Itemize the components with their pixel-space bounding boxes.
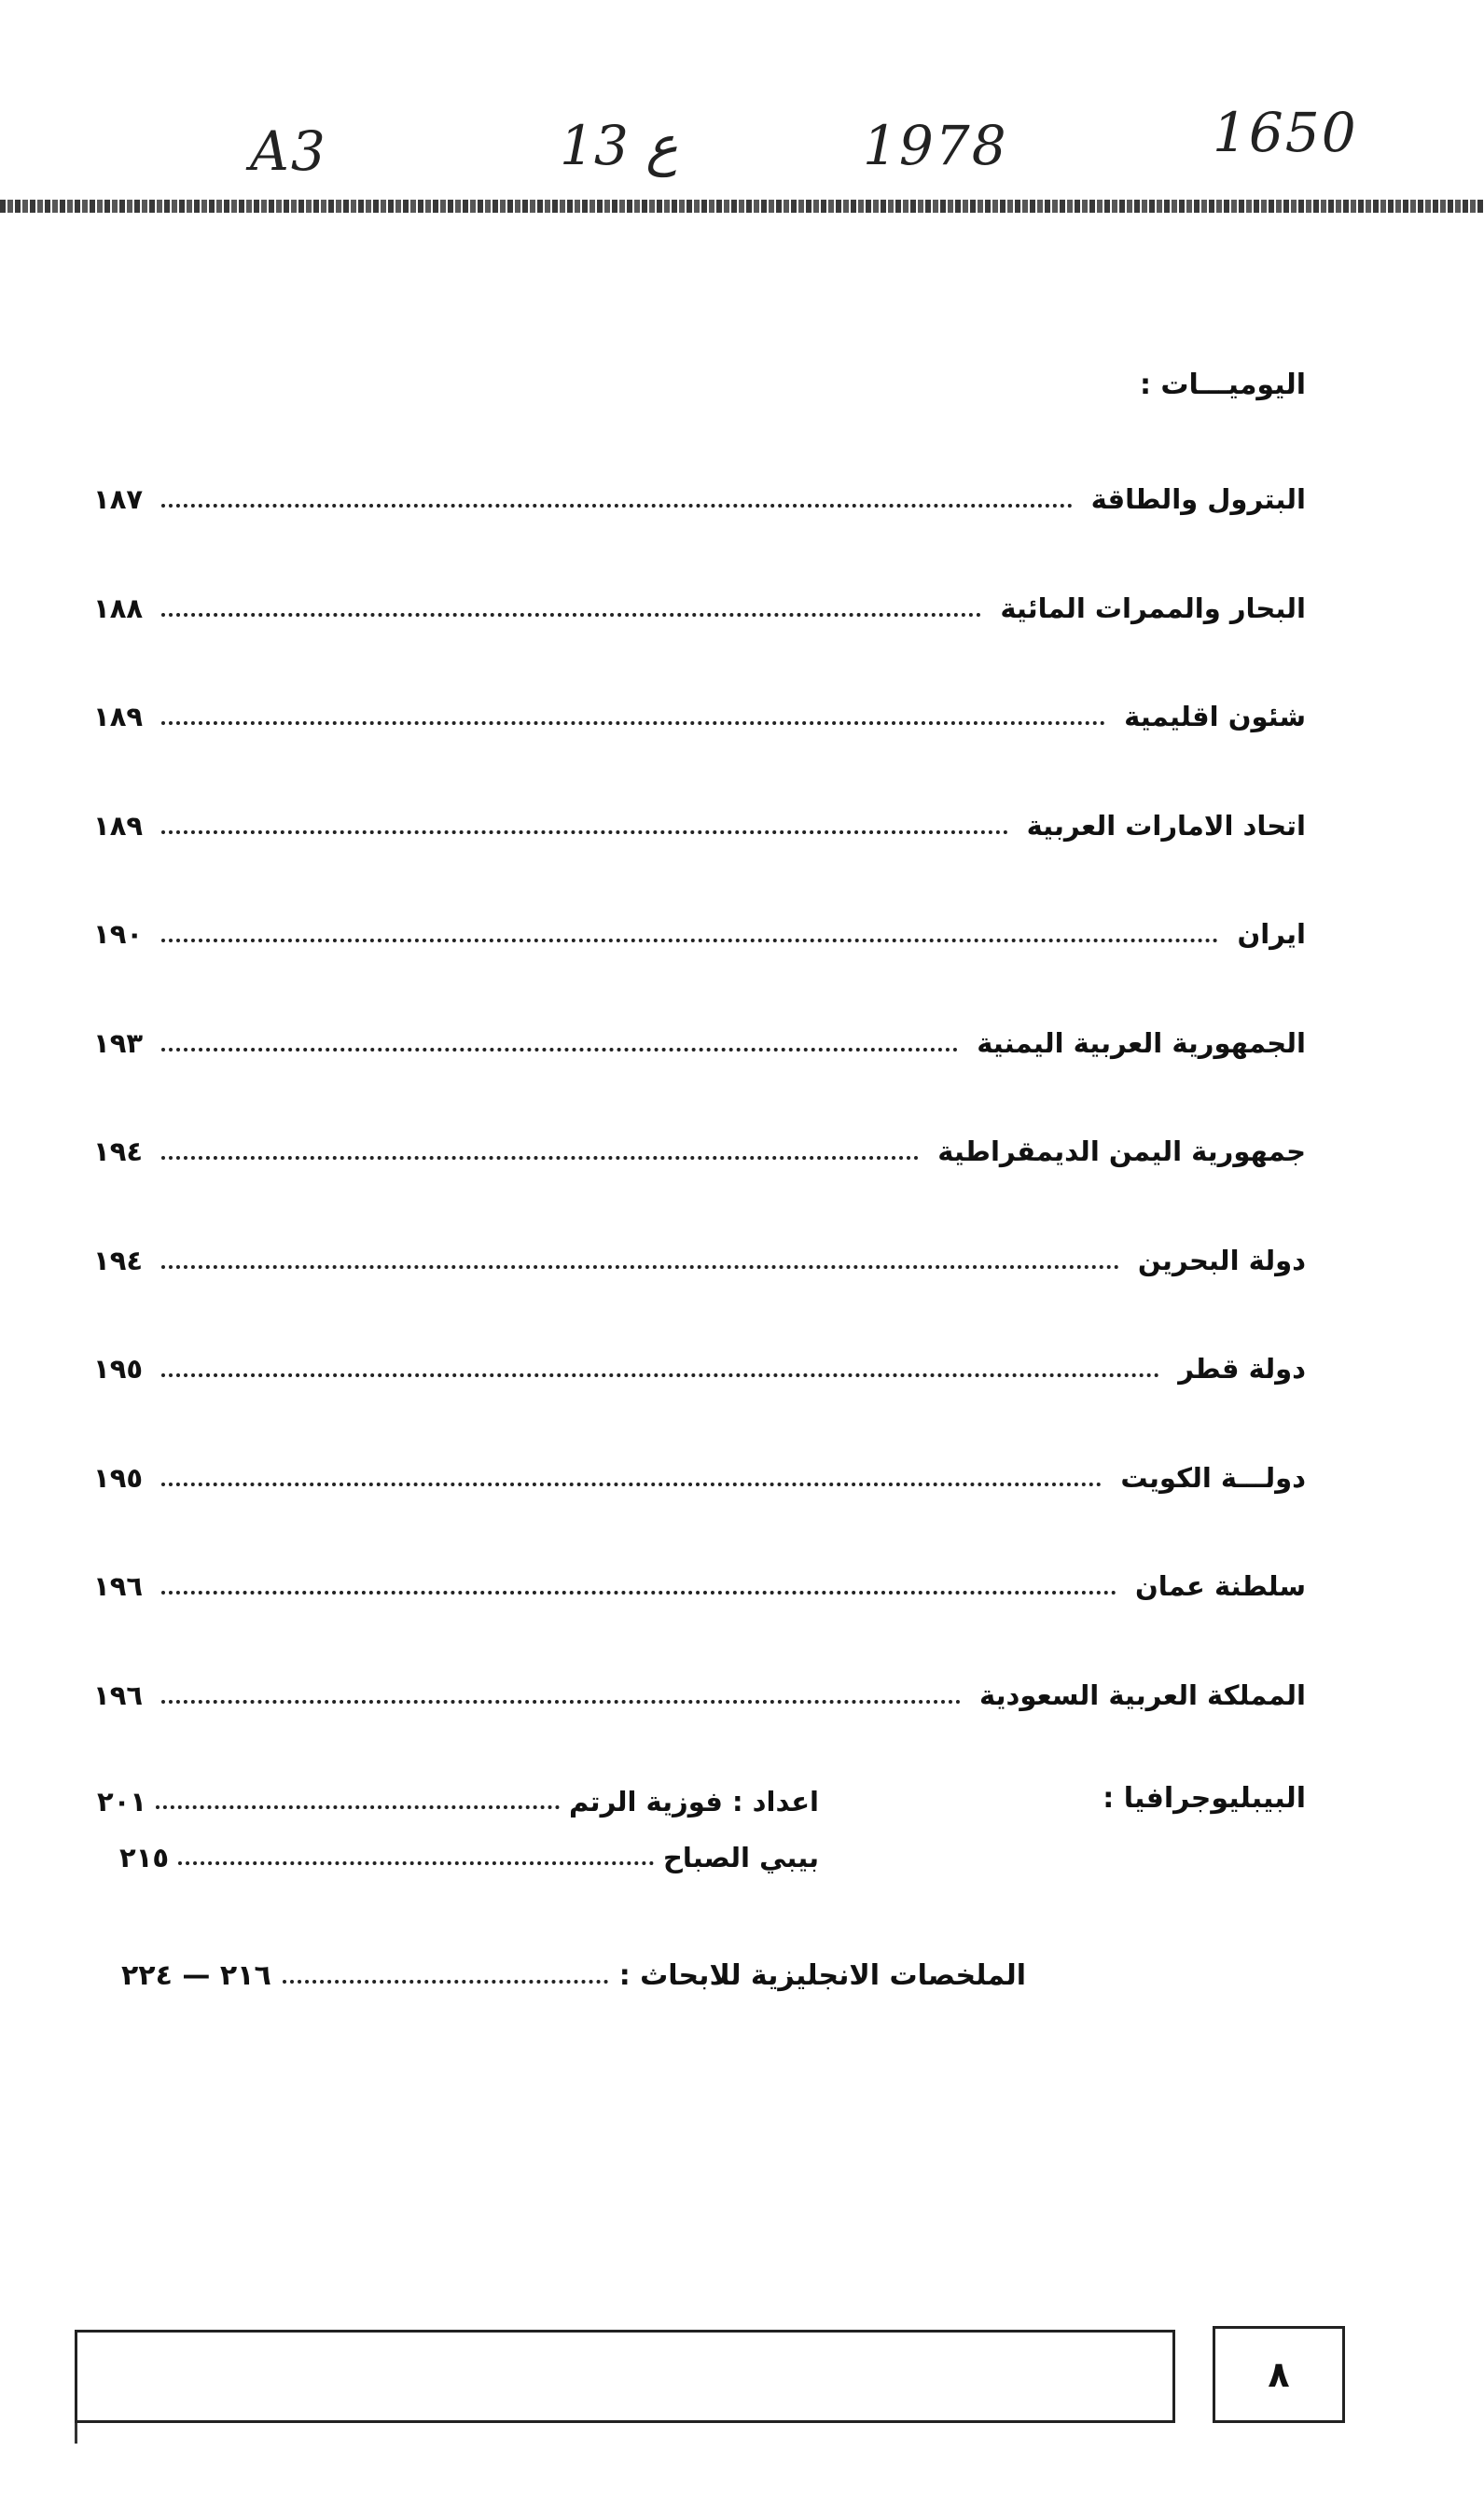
toc-row	[93, 1315, 1306, 1424]
page-number-box	[1213, 2326, 1345, 2423]
dot-leader	[161, 937, 1218, 942]
dot-leader	[178, 1861, 654, 1865]
handwritten-mark-4: 1650	[1213, 101, 1358, 164]
toc-row-title: شئون اقليمية	[1124, 701, 1306, 733]
dot-leader	[161, 1698, 961, 1704]
toc-row-title: دولة البحرين	[1137, 1244, 1306, 1276]
toc-row	[93, 772, 1306, 881]
toc-row	[93, 554, 1306, 663]
toc-row	[93, 1532, 1306, 1641]
toc-row	[93, 1641, 1306, 1750]
toc-row-title: سلطنة عمان	[1134, 1570, 1306, 1603]
toc-row	[93, 880, 1306, 989]
toc-row-page: ١٩٥	[93, 1461, 144, 1494]
dot-leader	[161, 502, 1072, 508]
dot-leader	[161, 1372, 1159, 1377]
toc-row-title: الجمهورية العربية اليمنية	[977, 1026, 1306, 1059]
dot-leader	[156, 1805, 560, 1809]
toc-row	[93, 1206, 1306, 1316]
handwritten-mark-1: A3	[250, 119, 327, 183]
toc-row-page: ١٩٣	[93, 1026, 144, 1059]
bibliography-entry	[119, 1842, 819, 1873]
margin-tick	[75, 2423, 77, 2444]
toc-row-title: جمهورية اليمن الديمقراطية	[937, 1135, 1306, 1168]
dot-leader	[161, 611, 981, 617]
dot-leader	[161, 1154, 919, 1160]
toc-row-page: ١٨٧	[93, 483, 144, 516]
toc-heading: اليوميـــات :	[1139, 369, 1306, 401]
dot-leader	[161, 1263, 1119, 1269]
abstracts-section	[121, 1959, 1026, 1992]
abstracts-page: ٢١٦ — ٢٢٤	[121, 1959, 271, 1992]
dot-leader	[161, 1481, 1102, 1486]
toc-row-page: ١٩٥	[93, 1353, 144, 1386]
footer-empty-box	[75, 2330, 1175, 2423]
toc-rows	[93, 445, 1306, 1749]
toc-row-page: ١٨٩	[93, 809, 144, 842]
toc-row-page: ١٨٩	[93, 701, 144, 733]
bibliography-entry-page: ٢١٥	[119, 1842, 170, 1873]
toc-row-page: ١٩٤	[93, 1135, 144, 1168]
toc-row-title: المملكة العربية السعودية	[979, 1678, 1306, 1711]
bibliography-entry-text: اعداد : فوزية الرتم	[568, 1786, 819, 1818]
dot-leader	[161, 829, 1007, 834]
abstracts-label: الملخصات الانجليزية للابحاث :	[618, 1959, 1026, 1992]
toc-row-page: ١٩٤	[93, 1244, 144, 1276]
page-number: ٨	[1268, 2354, 1290, 2395]
toc-row-page: ١٩٦	[93, 1678, 144, 1711]
handwritten-mark-2: 13 ع	[560, 114, 678, 177]
toc-row	[93, 662, 1306, 772]
dot-leader	[161, 719, 1105, 725]
bibliography-entry-text: بيبي الصباح	[662, 1842, 819, 1873]
toc-row-title: دولة قطر	[1178, 1353, 1306, 1386]
toc-row-page: ١٩٦	[93, 1570, 144, 1603]
toc-row-title: دولـــة الكويت	[1120, 1461, 1306, 1494]
toc-row-title: البحار والممرات المائية	[1000, 592, 1306, 624]
dot-leader	[161, 1046, 958, 1052]
toc-row-page: ١٨٨	[93, 592, 144, 624]
toc-row-title: اتحاد الامارات العربية	[1026, 809, 1306, 842]
toc-row	[93, 445, 1306, 554]
dot-leader	[283, 1980, 608, 1984]
toc-row-title: البترول والطاقة	[1090, 483, 1306, 516]
toc-row	[93, 1424, 1306, 1533]
toc-row	[93, 1097, 1306, 1206]
toc-row-title: ايران	[1237, 918, 1306, 951]
table-of-contents	[93, 369, 1306, 1749]
handwritten-mark-3: 1978	[863, 114, 1008, 177]
toc-row-page: ١٩٠	[93, 918, 144, 951]
decorative-divider	[0, 200, 1484, 213]
dot-leader	[161, 1589, 1116, 1595]
bibliography-entry-page: ٢٠١	[97, 1786, 147, 1818]
bibliography-entry	[97, 1786, 819, 1818]
toc-row	[93, 989, 1306, 1098]
bibliography-label: البيبليوجرافيا :	[1103, 1782, 1306, 1815]
